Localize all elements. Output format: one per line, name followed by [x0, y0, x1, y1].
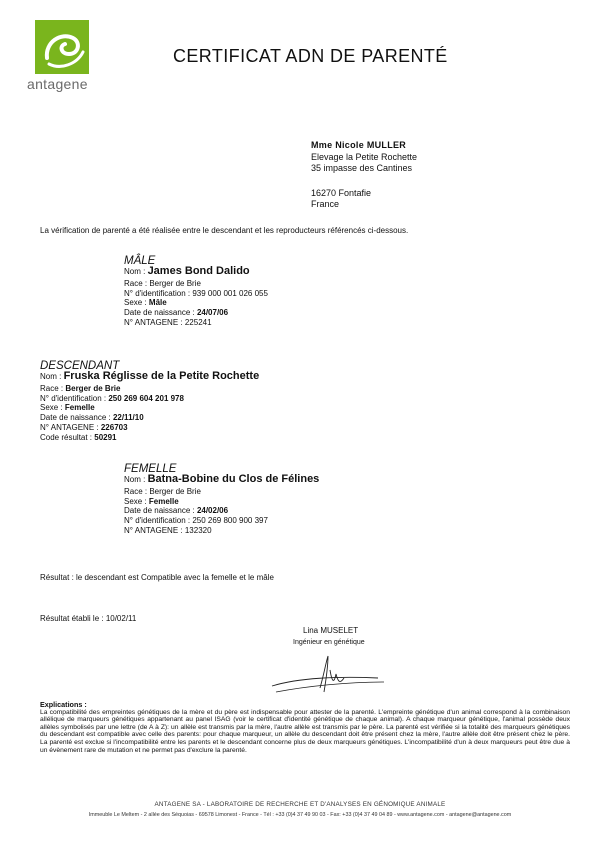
- female-naissance: Date de naissance : 24/02/06: [124, 506, 229, 516]
- descendant-code: Code résultat : 50291: [40, 432, 117, 442]
- recipient-line: 35 impasse des Cantines: [311, 163, 413, 173]
- explanations-title: Explications :: [40, 700, 87, 709]
- male-section: [124, 255, 268, 328]
- male-sexe: Sexe : Mâle: [124, 298, 167, 308]
- male-heading: MÂLE: [124, 255, 156, 267]
- footer-company: ANTAGENE SA - LABORATOIRE DE RECHERCHE ET D'ANALYSES EN GÉNOMIQUE ANIMALE: [154, 801, 446, 808]
- descendant-naissance: Date de naissance : 22/11/10: [40, 413, 144, 423]
- male-race: Race : Berger de Brie: [124, 278, 201, 288]
- male-naissance: Date de naissance : 24/07/06: [124, 308, 229, 318]
- handwritten-signature: [268, 648, 398, 696]
- female-section: [124, 463, 319, 536]
- signer-title: Ingénieur en génétique: [293, 639, 365, 646]
- female-name-line: Nom : Batna-Bobine du Clos de Félines: [124, 473, 320, 485]
- female-antagene: N° ANTAGENE : 132320: [124, 525, 212, 535]
- recipient-name: Mme Nicole MULLER: [311, 140, 407, 150]
- descendant-name-line: Nom : Fruska Réglisse de la Petite Rochette: [40, 370, 260, 382]
- result-text: Résultat : le descendant est Compatible avec la femelle et le mâle: [40, 573, 274, 582]
- descendant-section: [40, 360, 259, 443]
- footer-contact: Immeuble Le Meltem - 2 allée des Séquoias - 69578 Limonest - France - Tél : +33 (0)4 37 49 90 03 - Fax: +33 (0)4 37 49 04 89 - www.antagene.com - antagene@antagene.com: [88, 812, 512, 818]
- female-race: Race : Berger de Brie: [124, 486, 201, 496]
- explanations-block: [40, 701, 570, 754]
- female-name: Batna-Bobine du Clos de Félines: [147, 473, 320, 485]
- result-date: Résultat établi le : 10/02/11: [40, 614, 137, 623]
- brand-name: antagene: [27, 76, 88, 92]
- descendant-race: Race : Berger de Brie: [40, 383, 121, 393]
- descendant-antagene: N° ANTAGENE : 226703: [40, 422, 128, 432]
- signer-name: Lina MUSELET: [303, 626, 359, 635]
- intro-text: La vérification de parenté a été réalisée entre le descendant et les reproducteurs référencés ci-dessous.: [40, 226, 409, 235]
- page-title: CERTIFICAT ADN DE PARENTÉ: [173, 46, 448, 66]
- recipient-line: France: [311, 199, 340, 209]
- recipient-line: 16270 Fontafie: [311, 187, 372, 198]
- descendant-name: Fruska Réglisse de la Petite Rochette: [63, 370, 260, 382]
- female-heading: FEMELLE: [124, 463, 177, 475]
- male-antagene: N° ANTAGENE : 225241: [124, 317, 212, 327]
- female-ident: N° d'identification : 250 269 800 900 397: [124, 516, 268, 526]
- descendant-sexe: Sexe : Femelle: [40, 403, 95, 413]
- male-ident: N° d'identification : 939 000 001 026 055: [124, 288, 268, 298]
- descendant-ident: N° d'identification : 250 269 604 201 978: [40, 393, 184, 403]
- explanations-text: La compatibilité des empreintes génétiques de la mère et du père est indispensable pour attester de la parenté. L'empreinte génétique d'un animal correspond à la combinaison allélique de marqueurs génétiques appartenant au panel ISAG (voir le certificat d'identité génétique de chaque animal). A chaque marqueur génétique, l'animal possède deux allèles symbolisés par une lettre (de A à Z): un allèle est transmis par la mère, l'autre allèle est transmis par le père. La parenté est vérifiée si la totalité des marqueurs génétiques du descendant est compatible avec celle des parents: pour chaque marqueur, un allèle du descendant doit être présent chez la mère, l'autre allèle doit être présent chez le père. La parenté est exclue si l'incompatibilité entre les parents et le descendant concerne plus de deux marqueurs génétiques. L'incompatibilité d'un à deux marqueurs peut être due à un évènement rare de mutation et ne permet pas d'exclure la parenté.: [40, 708, 570, 754]
- male-name-line: Nom : James Bond Dalido: [124, 265, 250, 277]
- male-name: James Bond Dalido: [147, 265, 250, 277]
- descendant-heading: DESCENDANT: [40, 360, 120, 372]
- recipient-address: [311, 140, 417, 211]
- female-sexe: Sexe : Femelle: [124, 496, 179, 506]
- recipient-line: Elevage la Petite Rochette: [311, 151, 418, 162]
